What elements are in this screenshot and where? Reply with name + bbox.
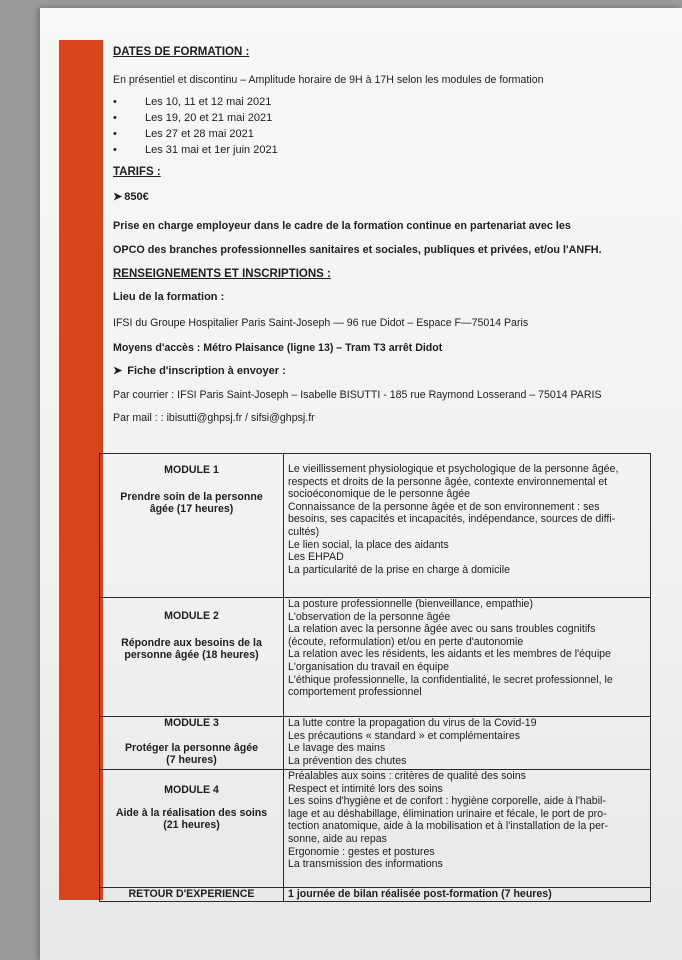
arrow-icon: ➤	[113, 365, 123, 377]
table-row	[100, 770, 651, 888]
acces-info: Moyens d'accès : Métro Plaisance (ligne 13) – Tram T3 arrêt Didot	[113, 342, 443, 354]
bullet-icon: •	[113, 144, 117, 156]
module-2-title-cell: MODULE 2 Répondre aux besoins de la personne âgée (18 heures)	[100, 598, 284, 717]
tarifs-heading: TARIFS :	[113, 166, 161, 178]
module-4-title-cell: MODULE 4 Aide à la réalisation des soins (21 heures)	[100, 770, 284, 888]
table-row	[100, 598, 651, 717]
bullet-icon: •	[113, 112, 117, 124]
orange-margin-bar	[59, 40, 103, 900]
tarif-line-1: Prise en charge employeur dans le cadre de la formation continue en partenariat avec les	[113, 220, 571, 232]
module-1-title-cell: MODULE 1 Prendre soin de la personne âgée (17 heures)	[100, 454, 284, 598]
renseignements-heading: RENSEIGNEMENTS ET INSCRIPTIONS :	[113, 268, 331, 280]
dates-heading: DATES DE FORMATION :	[113, 46, 250, 58]
lieu-address: IFSI du Groupe Hospitalier Paris Saint-Joseph — 96 rue Didot – Espace F—75014 Paris	[113, 317, 529, 329]
module-2-content-cell: La posture professionnelle (bienveillance, empathie) L'observation de la personne âgée La relation avec la personne âgée avec ou sans troubles cognitifs (écoute, reformulation) et/ou en perte d'autonomie La relation avec les résidents, les aidants et les membres de l'équipe L'organisation du travail en équipe L'éthique professionnelle, la confidentialité, le secret professionnel, le comportement professionnel	[284, 598, 651, 717]
fiche-label: ➤ Fiche d'inscription à envoyer :	[113, 365, 286, 377]
dates-intro: En présentiel et discontinu – Amplitude horaire de 9H à 17H selon les modules de formation	[113, 74, 544, 86]
tarif-price: ➤ 850€	[113, 191, 149, 203]
retour-content-cell: 1 journée de bilan réalisée post-formation (7 heures)	[284, 888, 651, 902]
module-4-content-cell: Préalables aux soins : critères de qualité des soins Respect et intimité lors des soins Les soins d'hygiène et de confort : hygiène corporelle, aide à l'habil- lage et au déshabillage, élimination urinaire et fécale, le port de pro- tection anatomique, aide à la mobilisation et à l'installation de la per- sonne, aide au repas Ergonomie : gestes et postures La transmission des informations	[284, 770, 651, 888]
tarif-line-2: OPCO des branches professionnelles sanitaires et sociales, publiques et privées, et/ou l'ANFH.	[113, 244, 602, 256]
table-row	[100, 717, 651, 770]
mail-info: Par mail : : ibisutti@ghpsj.fr / sifsi@ghpsj.fr	[113, 412, 315, 424]
courrier-info: Par courrier : IFSI Paris Saint-Joseph – Isabelle BISUTTI - 185 rue Raymond Losserand – 75014 PARIS	[113, 389, 602, 401]
modules-table	[99, 453, 651, 902]
lieu-label: Lieu de la formation :	[113, 291, 225, 303]
table-row	[100, 454, 651, 598]
arrow-icon: ➤	[113, 191, 123, 203]
session-item: • Les 10, 11 et 12 mai 2021	[113, 96, 272, 108]
session-item: • Les 31 mai et 1er juin 2021	[113, 144, 278, 156]
session-item: • Les 27 et 28 mai 2021	[113, 128, 254, 140]
bullet-icon: •	[113, 96, 117, 108]
module-1-content-cell: Le vieillissement physiologique et psychologique de la personne âgée, respects et droits de la personne âgée, contexte environnemental et socioéconomique de le personne âgée Connaissance de la personne âgée et de son environnement : ses besoins, ses capacités et incapacités, indépendance, sources de diffi- cultés) Le lien social, la place des aidants Les EHPAD La particularité de la prise en charge à domicile	[284, 454, 651, 598]
session-item: • Les 19, 20 et 21 mai 2021	[113, 112, 273, 124]
module-3-title-cell: MODULE 3 Protéger la personne âgée (7 heures)	[100, 717, 284, 770]
table-row	[100, 888, 651, 902]
bullet-icon: •	[113, 128, 117, 140]
module-3-content-cell: La lutte contre la propagation du virus de la Covid-19 Les précautions « standard » et complémentaires Le lavage des mains La prévention des chutes	[284, 717, 651, 770]
retour-title-cell: RETOUR D'EXPERIENCE	[100, 888, 284, 902]
